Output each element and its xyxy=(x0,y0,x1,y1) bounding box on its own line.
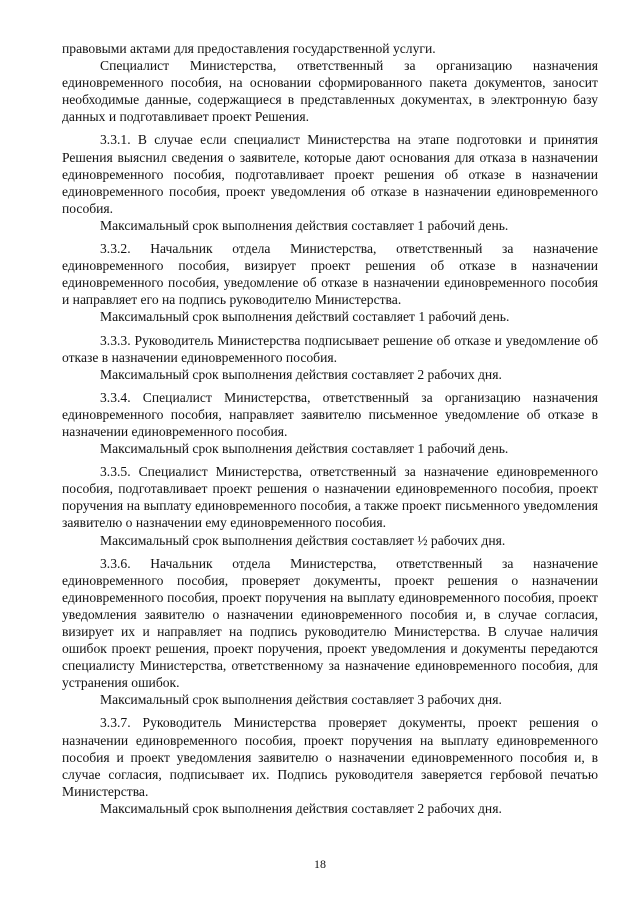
page-number: 18 xyxy=(314,857,326,871)
deadline-3-3-5: Максимальный срок выполнения действия составляет ½ рабочих дня. xyxy=(100,532,506,548)
deadline-3-3-6: Максимальный срок выполнения действия составляет 3 рабочих дня. xyxy=(100,692,502,708)
document-page xyxy=(62,40,598,817)
paragraph-3-3-5: 3.3.5. Специалист Министерства, ответственный за назначение единовременного пособия, подготавливает проект решения о назначении единовременного пособия, проект поручения на выплату единовременного пособия, а также проект письменного уведомления заявителю о назначении ему единовременного пособия. xyxy=(62,464,598,531)
deadline-3-3-3: Максимальный срок выполнения действия составляет 2 рабочих дня. xyxy=(100,366,502,382)
paragraph-3-3-2: 3.3.2. Начальник отдела Министерства, ответственный за назначение единовременного пособия, визирует проект решения об отказе в назначении единовременного пособия, уведомление об отказе в назначении единовременного пособия и направляет его на подпись руководителю Министерства. xyxy=(62,241,598,308)
paragraph-3-3-7: 3.3.7. Руководитель Министерства проверяет документы, проект решения о назначении единовременного пособия, проект поручения на выплату единовременного пособия и проект уведомления заявителю о назначении единовременного пособия и, в случае согласия, подписывает их. Подпись руководителя заверяется гербовой печатью Министерства. xyxy=(62,715,598,799)
deadline-3-3-7: Максимальный срок выполнения действия составляет 2 рабочих дня. xyxy=(100,800,502,816)
paragraph-specialist-intro: Специалист Министерства, ответственный за организацию назначения единовременного пособия, на основании сформированного пакета документов, заносит необходимые данные, содержащиеся в представленных документах, в электронную базу данных и подготавливает проект Решения. xyxy=(62,58,598,125)
paragraph-continuation: правовыми актами для предоставления государственной услуги. xyxy=(62,41,436,56)
paragraph-3-3-1: 3.3.1. В случае если специалист Министерства на этапе подготовки и принятия Решения выяснил сведения о заявителе, которые дают основания для отказа в назначении единовременного пособия, подготавливает проект решения об отказе в назначении единовременного пособия, проект уведомления об отказе в назначении единовременного пособия. xyxy=(62,132,598,216)
deadline-3-3-4: Максимальный срок выполнения действия составляет 1 рабочий день. xyxy=(100,441,509,457)
paragraph-3-3-4: 3.3.4. Специалист Министерства, ответственный за организацию назначения единовременного пособия, направляет заявителю письменное уведомление об отказе в назначении единовременного пособия. xyxy=(62,389,598,439)
deadline-3-3-1: Максимальный срок выполнения действия составляет 1 рабочий день. xyxy=(100,217,509,233)
paragraph-3-3-3: 3.3.3. Руководитель Министерства подписывает решение об отказе и уведомление об отказе в назначении единовременного пособия. xyxy=(62,332,598,365)
deadline-3-3-2: Максимальный срок выполнения действий составляет 1 рабочий день. xyxy=(100,309,510,325)
paragraph-3-3-6: 3.3.6. Начальник отдела Министерства, ответственный за назначение единовременного пособия, проверяет документы, проект решения о назначении единовременного пособия, проект поручения на выплату единовременного пособия, проект уведомления заявителю о назначении единовременного пособия и, в случае согласия, визирует их и направляет на подпись руководителю Министерства. В случае наличия ошибок проект решения, проект поручения, проект уведомления и документы передаются специалисту Министерства, ответственному за назначение единовременного пособия, для устранения ошибок. xyxy=(62,555,598,691)
